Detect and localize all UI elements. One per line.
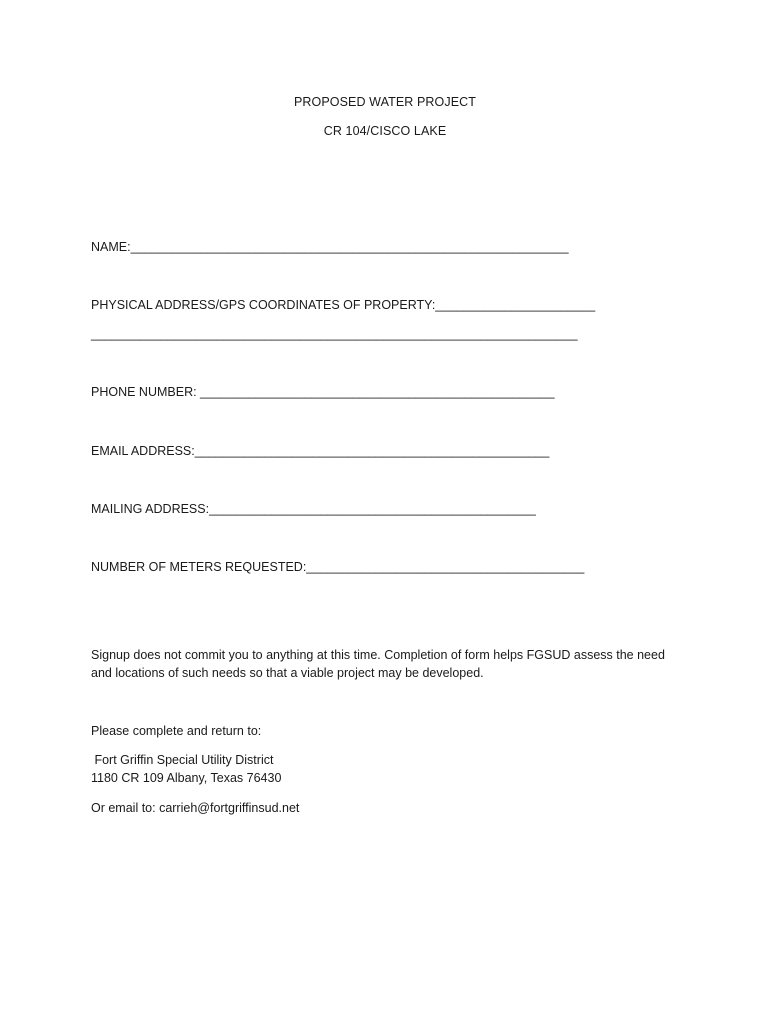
org-name: Fort Griffin Special Utility District <box>91 753 274 767</box>
disclaimer-text <box>91 646 691 682</box>
email-instruction: Or email to: carrieh@fortgriffinsud.net <box>91 801 300 815</box>
page-title: PROPOSED WATER PROJECT <box>293 95 477 109</box>
page-subtitle: CR 104/CISCO LAKE <box>323 124 447 138</box>
physical-address-continued-field[interactable]: ______________________________________________________________________ <box>91 327 578 341</box>
physical-address-field[interactable]: PHYSICAL ADDRESS/GPS COORDINATES OF PROPERTY:_______________________ <box>91 298 596 312</box>
email-address-field[interactable]: EMAIL ADDRESS:___________________________________________________ <box>91 444 550 458</box>
org-address: 1180 CR 109 Albany, Texas 76430 <box>91 771 282 785</box>
meters-requested-field[interactable]: NUMBER OF METERS REQUESTED:________________________________________ <box>91 560 585 574</box>
return-instruction: Please complete and return to: <box>91 724 262 738</box>
phone-number-field[interactable]: PHONE NUMBER: ___________________________________________________ <box>91 385 555 399</box>
name-field[interactable]: NAME:_______________________________________________________________ <box>91 240 569 254</box>
disclaimer-line-2: and locations of such needs so that a viable project may be developed. <box>91 666 484 680</box>
disclaimer-line-1: Signup does not commit you to anything at this time. Completion of form helps FGSUD assess the need <box>91 648 665 662</box>
return-address <box>91 751 691 787</box>
mailing-address-field[interactable]: MAILING ADDRESS:_______________________________________________ <box>91 502 536 516</box>
